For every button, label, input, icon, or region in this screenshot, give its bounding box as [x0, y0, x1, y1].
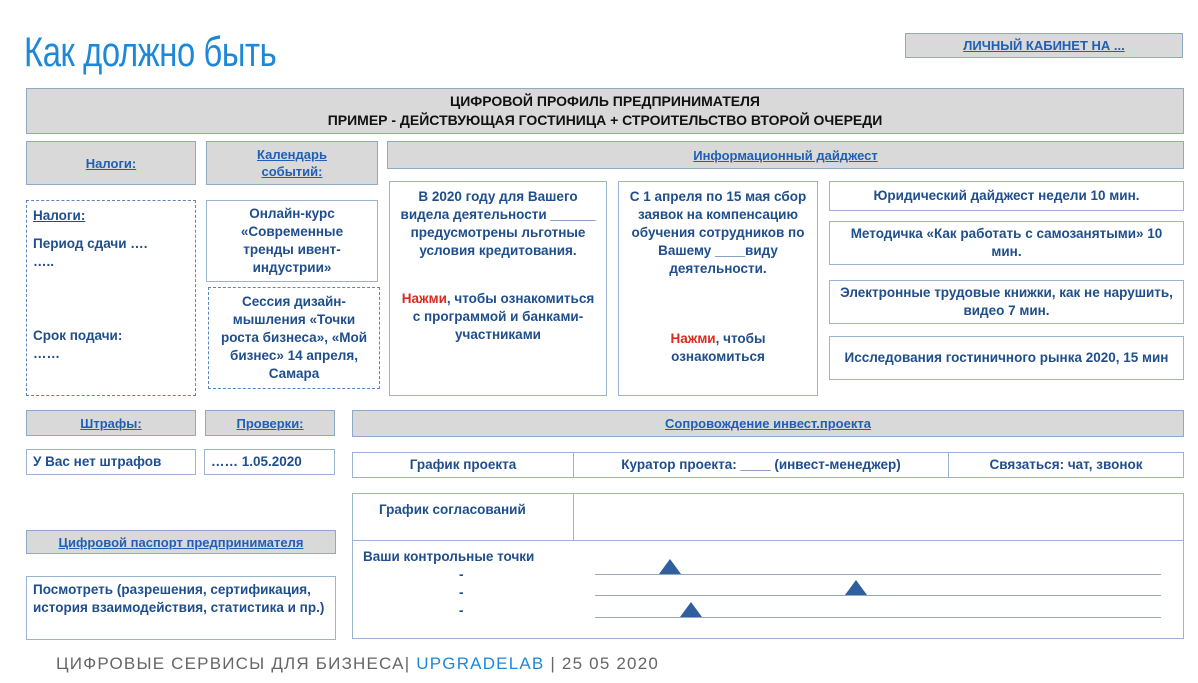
checkpoint-bullet: - [459, 567, 464, 582]
calendar-header[interactable]: Календарь событий: [206, 141, 378, 185]
footer-brand: UPGRADELAB [416, 654, 545, 673]
tax-deadline-value: …… [33, 346, 60, 361]
timeline-track [595, 595, 1161, 596]
fines-value: У Вас нет штрафов [26, 449, 196, 475]
digest-card-training [618, 181, 818, 396]
footer-left: ЦИФРОВЫЕ СЕРВИСЫ ДЛЯ БИЗНЕСА| [56, 654, 411, 673]
banner-title: ЦИФРОВОЙ ПРОФИЛЬ ПРЕДПРИНИМАТЕЛЯ [450, 93, 760, 109]
contact-curator[interactable]: Связаться: чат, звонок [989, 457, 1143, 472]
checks-value: …… 1.05.2020 [204, 449, 335, 475]
digest-item[interactable]: Исследования гостиничного рынка 2020, 15 мин [829, 336, 1184, 380]
project-schedule[interactable]: График проекта [353, 453, 574, 477]
credit-card-cta-text: , чтобы ознакомиться с программой и банками-участниками [412, 291, 595, 342]
checkpoint-marker-icon[interactable] [680, 602, 702, 617]
passport-header[interactable]: Цифровой паспорт предпринимателя [26, 530, 336, 554]
digest-header[interactable]: Информационный дайджест [387, 141, 1184, 169]
taxes-panel [26, 200, 196, 396]
approvals-label: График согласований [379, 502, 526, 517]
profile-banner [26, 88, 1184, 134]
taxes-header[interactable]: Налоги: [26, 141, 196, 185]
invest-header[interactable]: Сопровождение инвест.проекта [352, 410, 1184, 437]
digest-item[interactable]: Методичка «Как работать с самозанятыми» 10 мин. [829, 221, 1184, 265]
calendar-event-course[interactable]: Онлайн-курс «Современные тренды ивент-индустрии» [206, 200, 378, 282]
checkpoints-label: Ваши контрольные точки [363, 549, 535, 564]
approvals-divider [573, 494, 574, 540]
checks-header[interactable]: Проверки: [205, 410, 335, 436]
passport-view[interactable]: Посмотреть (разрешения, сертификация, история взаимодействия, статистика и пр.) [26, 576, 336, 640]
checkpoint-bullet: - [459, 603, 464, 618]
timeline-track [595, 617, 1161, 618]
credit-card-cta [400, 290, 596, 344]
checkpoint-marker-icon[interactable] [659, 559, 681, 574]
timeline-track [595, 574, 1161, 575]
training-card-cta [625, 330, 811, 366]
banner-subtitle: ПРИМЕР - ДЕЙСТВУЮЩАЯ ГОСТИНИЦА + СТРОИТЕЛЬСТВО ВТОРОЙ ОЧЕРЕДИ [327, 112, 883, 128]
tax-period-value: ….. [33, 254, 55, 269]
taxes-title: Налоги: [33, 208, 86, 223]
digest-item[interactable]: Юридический дайджест недели 10 мин. [829, 181, 1184, 211]
digest-card-credit [389, 181, 607, 396]
tax-period-label: Период сдачи …. [33, 236, 148, 251]
checkpoint-bullet: - [459, 585, 464, 600]
personal-cabinet-button[interactable]: ЛИЧНЫЙ КАБИНЕТ НА ... [905, 33, 1183, 58]
training-card-link[interactable]: Нажми [670, 331, 716, 346]
digest-item[interactable]: Электронные трудовые книжки, как не нарушить, видео 7 мин. [829, 280, 1184, 324]
tax-deadline-label: Срок подачи: [33, 328, 123, 343]
credit-card-link[interactable]: Нажми [401, 291, 447, 306]
calendar-event-session[interactable]: Сессия дизайн-мышления «Точки роста бизнеса», «Мой бизнес» 14 апреля, Самара [208, 287, 380, 389]
invest-info-row [352, 452, 1184, 478]
page-title: Как должно быть [24, 28, 277, 75]
footer-date: | 25 05 2020 [550, 654, 660, 673]
credit-card-text: В 2020 году для Вашего видела деятельности ______ предусмотрены льготные условия кредитования. [400, 189, 596, 258]
training-card-text: С 1 апреля по 15 мая сбор заявок на компенсацию обучения сотрудников по Вашему ____виду деятельности. [629, 189, 807, 276]
fines-header[interactable]: Штрафы: [26, 410, 196, 436]
project-curator: Куратор проекта: ____ (инвест-менеджер) [574, 453, 949, 477]
training-card-cta-text: , чтобы ознакомиться [671, 331, 766, 364]
invest-timeline [352, 493, 1184, 639]
footer [56, 654, 659, 674]
timeline-divider [353, 540, 1183, 541]
checkpoint-marker-icon[interactable] [845, 580, 867, 595]
